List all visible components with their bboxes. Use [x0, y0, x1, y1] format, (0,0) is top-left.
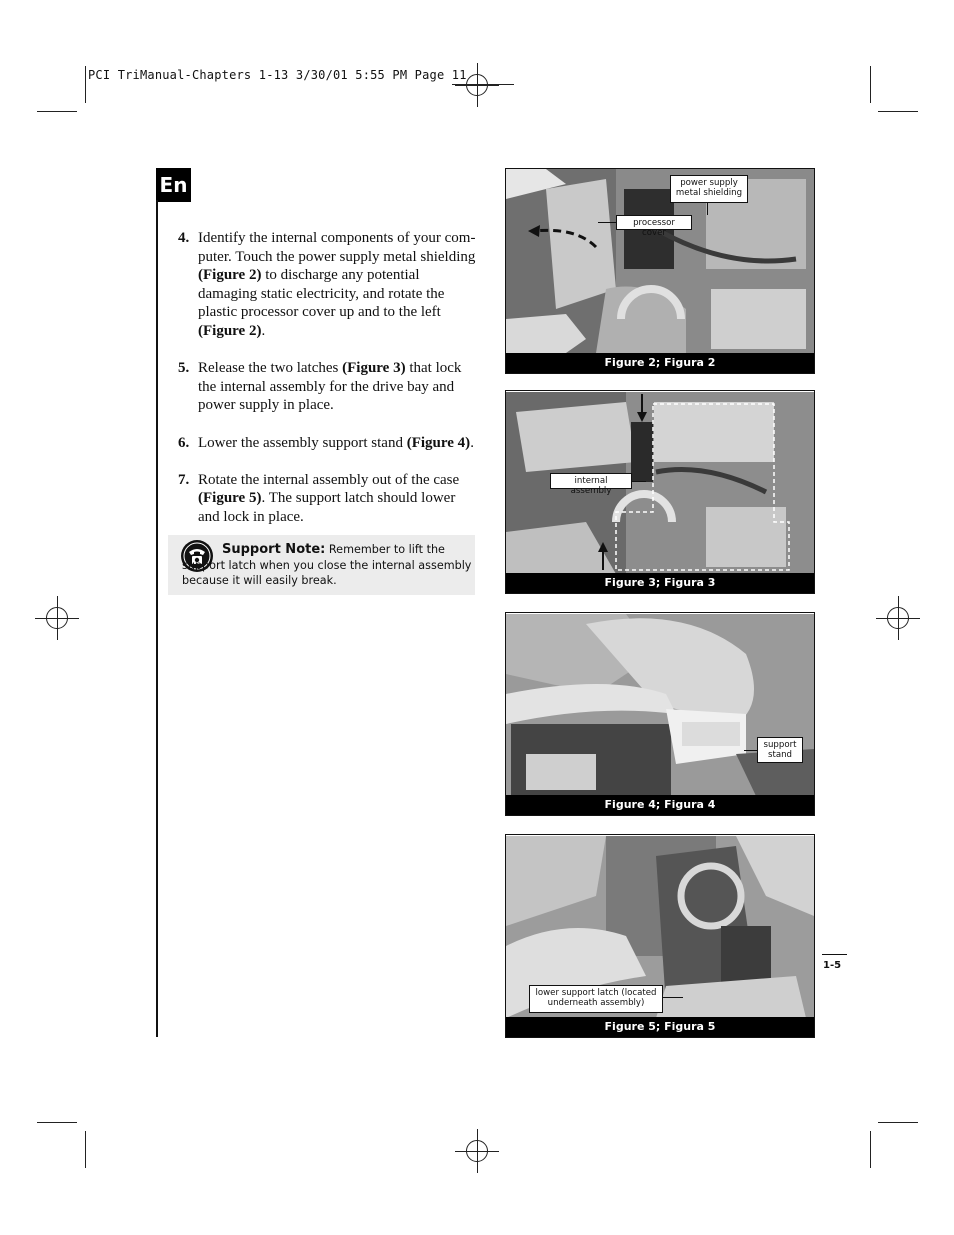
step-text: . [470, 434, 474, 451]
step-5 [178, 359, 476, 415]
support-note-title: Support Note: [222, 542, 326, 557]
crop-mark [85, 1131, 86, 1168]
callout-leader [707, 203, 708, 215]
figure-ref: (Figure 2) [198, 267, 262, 284]
crop-mark [878, 1122, 918, 1123]
callout-leader [744, 750, 757, 751]
figure-caption: Figure 5; Figura 5 [506, 1017, 814, 1037]
margin-rule [156, 200, 158, 1037]
page-number-rule [822, 954, 847, 955]
language-tab: En [156, 168, 191, 202]
callout-power-supply-metal-shielding: power supply metal shielding [670, 175, 748, 203]
callout-processor-cover: processor cover [616, 215, 692, 230]
step-text: that lock the internal assembly for the drive bay and power supply in place. [198, 360, 462, 414]
crop-mark [37, 1122, 77, 1123]
step-number: 4. [178, 230, 190, 246]
photo-support-stand [506, 613, 814, 797]
step-text: Identify the internal components of your computer. Touch the power supply metal shielding [198, 230, 476, 265]
callout-internal-assembly: internal assembly [550, 473, 632, 489]
step-text: . The support latch should lower and lock in place. [198, 490, 456, 525]
print-slug: PCI TriManual-Chapters 1-13 3/30/01 5:55 PM Page 11 [88, 68, 467, 82]
registration-mark [46, 607, 68, 629]
support-note-text [182, 542, 472, 589]
support-note [168, 535, 475, 595]
registration-mark [466, 1140, 488, 1162]
step-text: Release the two latches [198, 360, 343, 377]
step-number: 5. [178, 360, 190, 377]
figure-caption: Figure 2; Figura 2 [506, 353, 814, 373]
step-6 [178, 434, 476, 453]
figure-3 [505, 390, 815, 594]
step-text: Rotate the internal assembly out of the case [198, 471, 460, 488]
callout-lower-support-latch: lower support latch (located underneath assembly) [529, 985, 663, 1013]
callout-leader [663, 997, 683, 998]
figure-5 [505, 834, 815, 1038]
registration-mark [887, 607, 909, 629]
support-note-body: Remember to lift the support latch when you close the internal assembly because it will easily break. [182, 543, 472, 587]
instruction-steps [178, 229, 476, 545]
crop-mark [878, 111, 918, 112]
step-number: 6. [178, 434, 190, 451]
figure-ref: (Figure 4) [406, 434, 471, 451]
figure-ref: (Figure 5) [198, 490, 262, 507]
crop-mark [37, 111, 77, 112]
callout-leader [598, 222, 616, 223]
figure-caption: Figure 4; Figura 4 [506, 795, 814, 815]
figure-4 [505, 612, 815, 816]
step-text: Lower the assembly support stand [198, 434, 407, 451]
photo-processor-cover [506, 169, 814, 353]
figure-ref: (Figure 3) [342, 360, 406, 377]
step-text: . [261, 322, 266, 339]
step-text: to discharge any potential damaging static electricity, and rotate the plastic processor cover up and to the left [198, 267, 445, 321]
callout-leader [632, 481, 646, 482]
step-number: 7. [178, 471, 190, 488]
page-number: 1-5 [823, 960, 842, 971]
crop-mark [85, 66, 86, 103]
step-4 [178, 229, 476, 341]
figure-2 [505, 168, 815, 374]
callout-support-stand: support stand [757, 737, 803, 763]
step-7 [178, 471, 476, 527]
figure-caption: Figure 3; Figura 3 [506, 573, 814, 593]
figure-ref: (Figure 2) [198, 322, 262, 339]
registration-mark [466, 74, 488, 96]
crop-mark [870, 66, 871, 103]
crop-mark [870, 1131, 871, 1168]
